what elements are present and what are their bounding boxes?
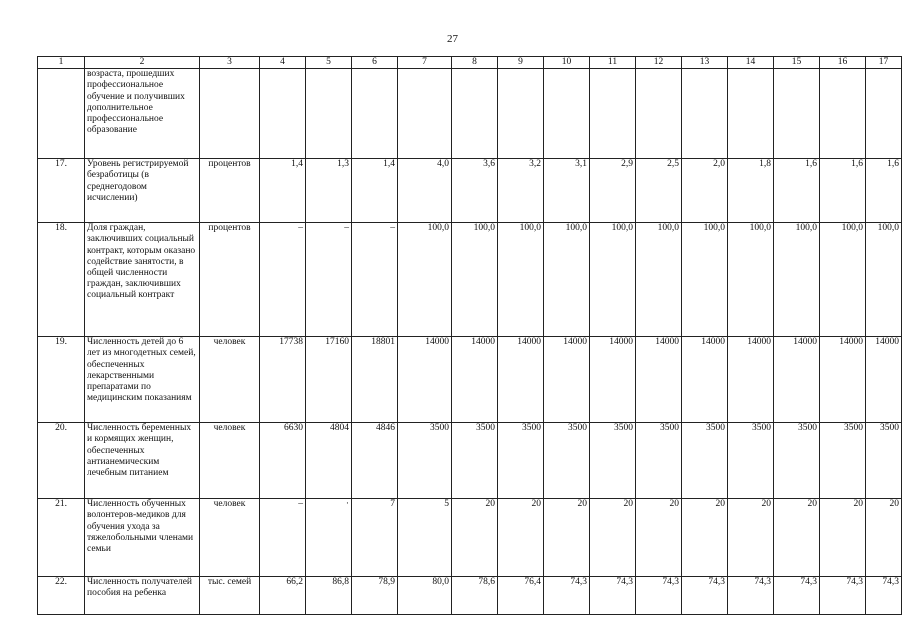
value-cell: 20 xyxy=(590,499,636,577)
value-cell: 3500 xyxy=(398,423,452,499)
column-number: 9 xyxy=(498,57,544,69)
value-cell: 1,6 xyxy=(866,159,902,223)
value-cell: 78,6 xyxy=(452,577,498,615)
row-number: 22. xyxy=(38,577,85,615)
indicator-name: Численность обученных волонтеров-медиков для обучения ухода за тяжелобольными членами семьи xyxy=(85,499,200,577)
value-cell: 20 xyxy=(728,499,774,577)
column-number: 5 xyxy=(306,57,352,69)
value-cell: 1,4 xyxy=(260,159,306,223)
value-cell xyxy=(590,69,636,159)
value-cell: 2,5 xyxy=(636,159,682,223)
column-number: 11 xyxy=(590,57,636,69)
value-cell: 20 xyxy=(866,499,902,577)
value-cell: 3,6 xyxy=(452,159,498,223)
indicators-table xyxy=(37,56,902,615)
table-row xyxy=(38,223,902,337)
value-cell: 3500 xyxy=(682,423,728,499)
value-cell: 3500 xyxy=(452,423,498,499)
column-number: 4 xyxy=(260,57,306,69)
value-cell: 74,3 xyxy=(636,577,682,615)
value-cell: 74,3 xyxy=(544,577,590,615)
value-cell: 3500 xyxy=(498,423,544,499)
row-number: 20. xyxy=(38,423,85,499)
page-number: 27 xyxy=(447,33,458,45)
value-cell: 100,0 xyxy=(728,223,774,337)
column-number: 16 xyxy=(820,57,866,69)
table-row xyxy=(38,423,902,499)
value-cell: 86,8 xyxy=(306,577,352,615)
value-cell: 20 xyxy=(452,499,498,577)
value-cell: 3500 xyxy=(636,423,682,499)
value-cell: 100,0 xyxy=(866,223,902,337)
value-cell: 3500 xyxy=(728,423,774,499)
value-cell: 100,0 xyxy=(774,223,820,337)
value-cell: 17160 xyxy=(306,337,352,423)
column-number: 13 xyxy=(682,57,728,69)
value-cell: 100,0 xyxy=(682,223,728,337)
unit-cell: процентов xyxy=(200,223,260,337)
indicator-name: Численность беременных и кормящих женщин, обеспеченных антианемическим лечебным питанием xyxy=(85,423,200,499)
row-number: 17. xyxy=(38,159,85,223)
indicator-name: Численность получателей пособия на ребенка xyxy=(85,577,200,615)
value-cell: 4804 xyxy=(306,423,352,499)
value-cell: 2,0 xyxy=(682,159,728,223)
row-number: 21. xyxy=(38,499,85,577)
value-cell xyxy=(398,69,452,159)
value-cell xyxy=(728,69,774,159)
value-cell: 6630 xyxy=(260,423,306,499)
value-cell: 1,3 xyxy=(306,159,352,223)
value-cell: 100,0 xyxy=(820,223,866,337)
column-number: 3 xyxy=(200,57,260,69)
column-number: 17 xyxy=(866,57,902,69)
value-cell: 14000 xyxy=(398,337,452,423)
column-number: 15 xyxy=(774,57,820,69)
column-number: 12 xyxy=(636,57,682,69)
value-cell: 3500 xyxy=(866,423,902,499)
table-row xyxy=(38,337,902,423)
column-number: 10 xyxy=(544,57,590,69)
value-cell: 1,6 xyxy=(820,159,866,223)
value-cell: 4846 xyxy=(352,423,398,499)
value-cell: 18801 xyxy=(352,337,398,423)
value-cell: 74,3 xyxy=(682,577,728,615)
value-cell: 100,0 xyxy=(498,223,544,337)
value-cell: 14000 xyxy=(728,337,774,423)
value-cell: 4,0 xyxy=(398,159,452,223)
unit-cell: человек xyxy=(200,423,260,499)
table-row xyxy=(38,499,902,577)
value-cell: 20 xyxy=(682,499,728,577)
value-cell: 3500 xyxy=(590,423,636,499)
row-number xyxy=(38,69,85,159)
table-row xyxy=(38,159,902,223)
value-cell: 100,0 xyxy=(452,223,498,337)
value-cell xyxy=(774,69,820,159)
value-cell: · xyxy=(306,499,352,577)
value-cell: 74,3 xyxy=(728,577,774,615)
value-cell: 74,3 xyxy=(774,577,820,615)
value-cell xyxy=(352,69,398,159)
unit-cell: человек xyxy=(200,337,260,423)
value-cell: 74,3 xyxy=(866,577,902,615)
value-cell: 14000 xyxy=(820,337,866,423)
table-row xyxy=(38,69,902,159)
value-cell xyxy=(498,69,544,159)
value-cell xyxy=(544,69,590,159)
value-cell: 2,9 xyxy=(590,159,636,223)
value-cell: 74,3 xyxy=(590,577,636,615)
value-cell: 14000 xyxy=(452,337,498,423)
column-number-row xyxy=(38,57,902,69)
value-cell: 20 xyxy=(636,499,682,577)
value-cell: – xyxy=(260,499,306,577)
value-cell: 14000 xyxy=(636,337,682,423)
value-cell xyxy=(636,69,682,159)
unit-cell: процентов xyxy=(200,159,260,223)
indicator-name: Уровень регистрируемой безработицы (в среднегодовом исчислении) xyxy=(85,159,200,223)
value-cell: – xyxy=(260,223,306,337)
value-cell: 20 xyxy=(774,499,820,577)
value-cell: 1,6 xyxy=(774,159,820,223)
value-cell: 5 xyxy=(398,499,452,577)
value-cell: 14000 xyxy=(498,337,544,423)
value-cell: 80,0 xyxy=(398,577,452,615)
value-cell: 100,0 xyxy=(544,223,590,337)
unit-cell: тыс. семей xyxy=(200,577,260,615)
value-cell: 20 xyxy=(544,499,590,577)
indicator-name: Численность детей до 6 лет из многодетных семей, обеспеченных лекарственными препаратами по медицинским показаниям xyxy=(85,337,200,423)
value-cell: 1,8 xyxy=(728,159,774,223)
value-cell: 74,3 xyxy=(820,577,866,615)
value-cell xyxy=(866,69,902,159)
value-cell: 3,2 xyxy=(498,159,544,223)
value-cell: – xyxy=(352,223,398,337)
value-cell: 20 xyxy=(498,499,544,577)
row-number: 19. xyxy=(38,337,85,423)
value-cell: 14000 xyxy=(590,337,636,423)
value-cell: 100,0 xyxy=(398,223,452,337)
column-number: 6 xyxy=(352,57,398,69)
value-cell: 20 xyxy=(820,499,866,577)
value-cell: 100,0 xyxy=(636,223,682,337)
indicator-name: возраста, прошедших профессиональное обучение и получивших дополнительное профессиональное образование xyxy=(85,69,200,159)
value-cell: 7 xyxy=(352,499,398,577)
value-cell: 14000 xyxy=(544,337,590,423)
column-number: 1 xyxy=(38,57,85,69)
row-number: 18. xyxy=(38,223,85,337)
value-cell: 1,4 xyxy=(352,159,398,223)
indicator-name: Доля граждан, заключивших социальный контракт, которым оказано содействие занятости, в общей численности граждан, заключивших социальный контракт xyxy=(85,223,200,337)
unit-cell xyxy=(200,69,260,159)
value-cell: 14000 xyxy=(774,337,820,423)
column-number: 14 xyxy=(728,57,774,69)
value-cell: 3500 xyxy=(544,423,590,499)
value-cell: 100,0 xyxy=(590,223,636,337)
value-cell xyxy=(306,69,352,159)
table-row xyxy=(38,577,902,615)
column-number: 7 xyxy=(398,57,452,69)
value-cell xyxy=(682,69,728,159)
value-cell: 3500 xyxy=(820,423,866,499)
value-cell: 14000 xyxy=(866,337,902,423)
value-cell: 78,9 xyxy=(352,577,398,615)
value-cell xyxy=(260,69,306,159)
value-cell: 17738 xyxy=(260,337,306,423)
value-cell xyxy=(820,69,866,159)
column-number: 2 xyxy=(85,57,200,69)
value-cell: 3,1 xyxy=(544,159,590,223)
value-cell: 76,4 xyxy=(498,577,544,615)
value-cell: – xyxy=(306,223,352,337)
value-cell: 14000 xyxy=(682,337,728,423)
column-number: 8 xyxy=(452,57,498,69)
unit-cell: человек xyxy=(200,499,260,577)
value-cell: 3500 xyxy=(774,423,820,499)
value-cell: 66,2 xyxy=(260,577,306,615)
value-cell xyxy=(452,69,498,159)
